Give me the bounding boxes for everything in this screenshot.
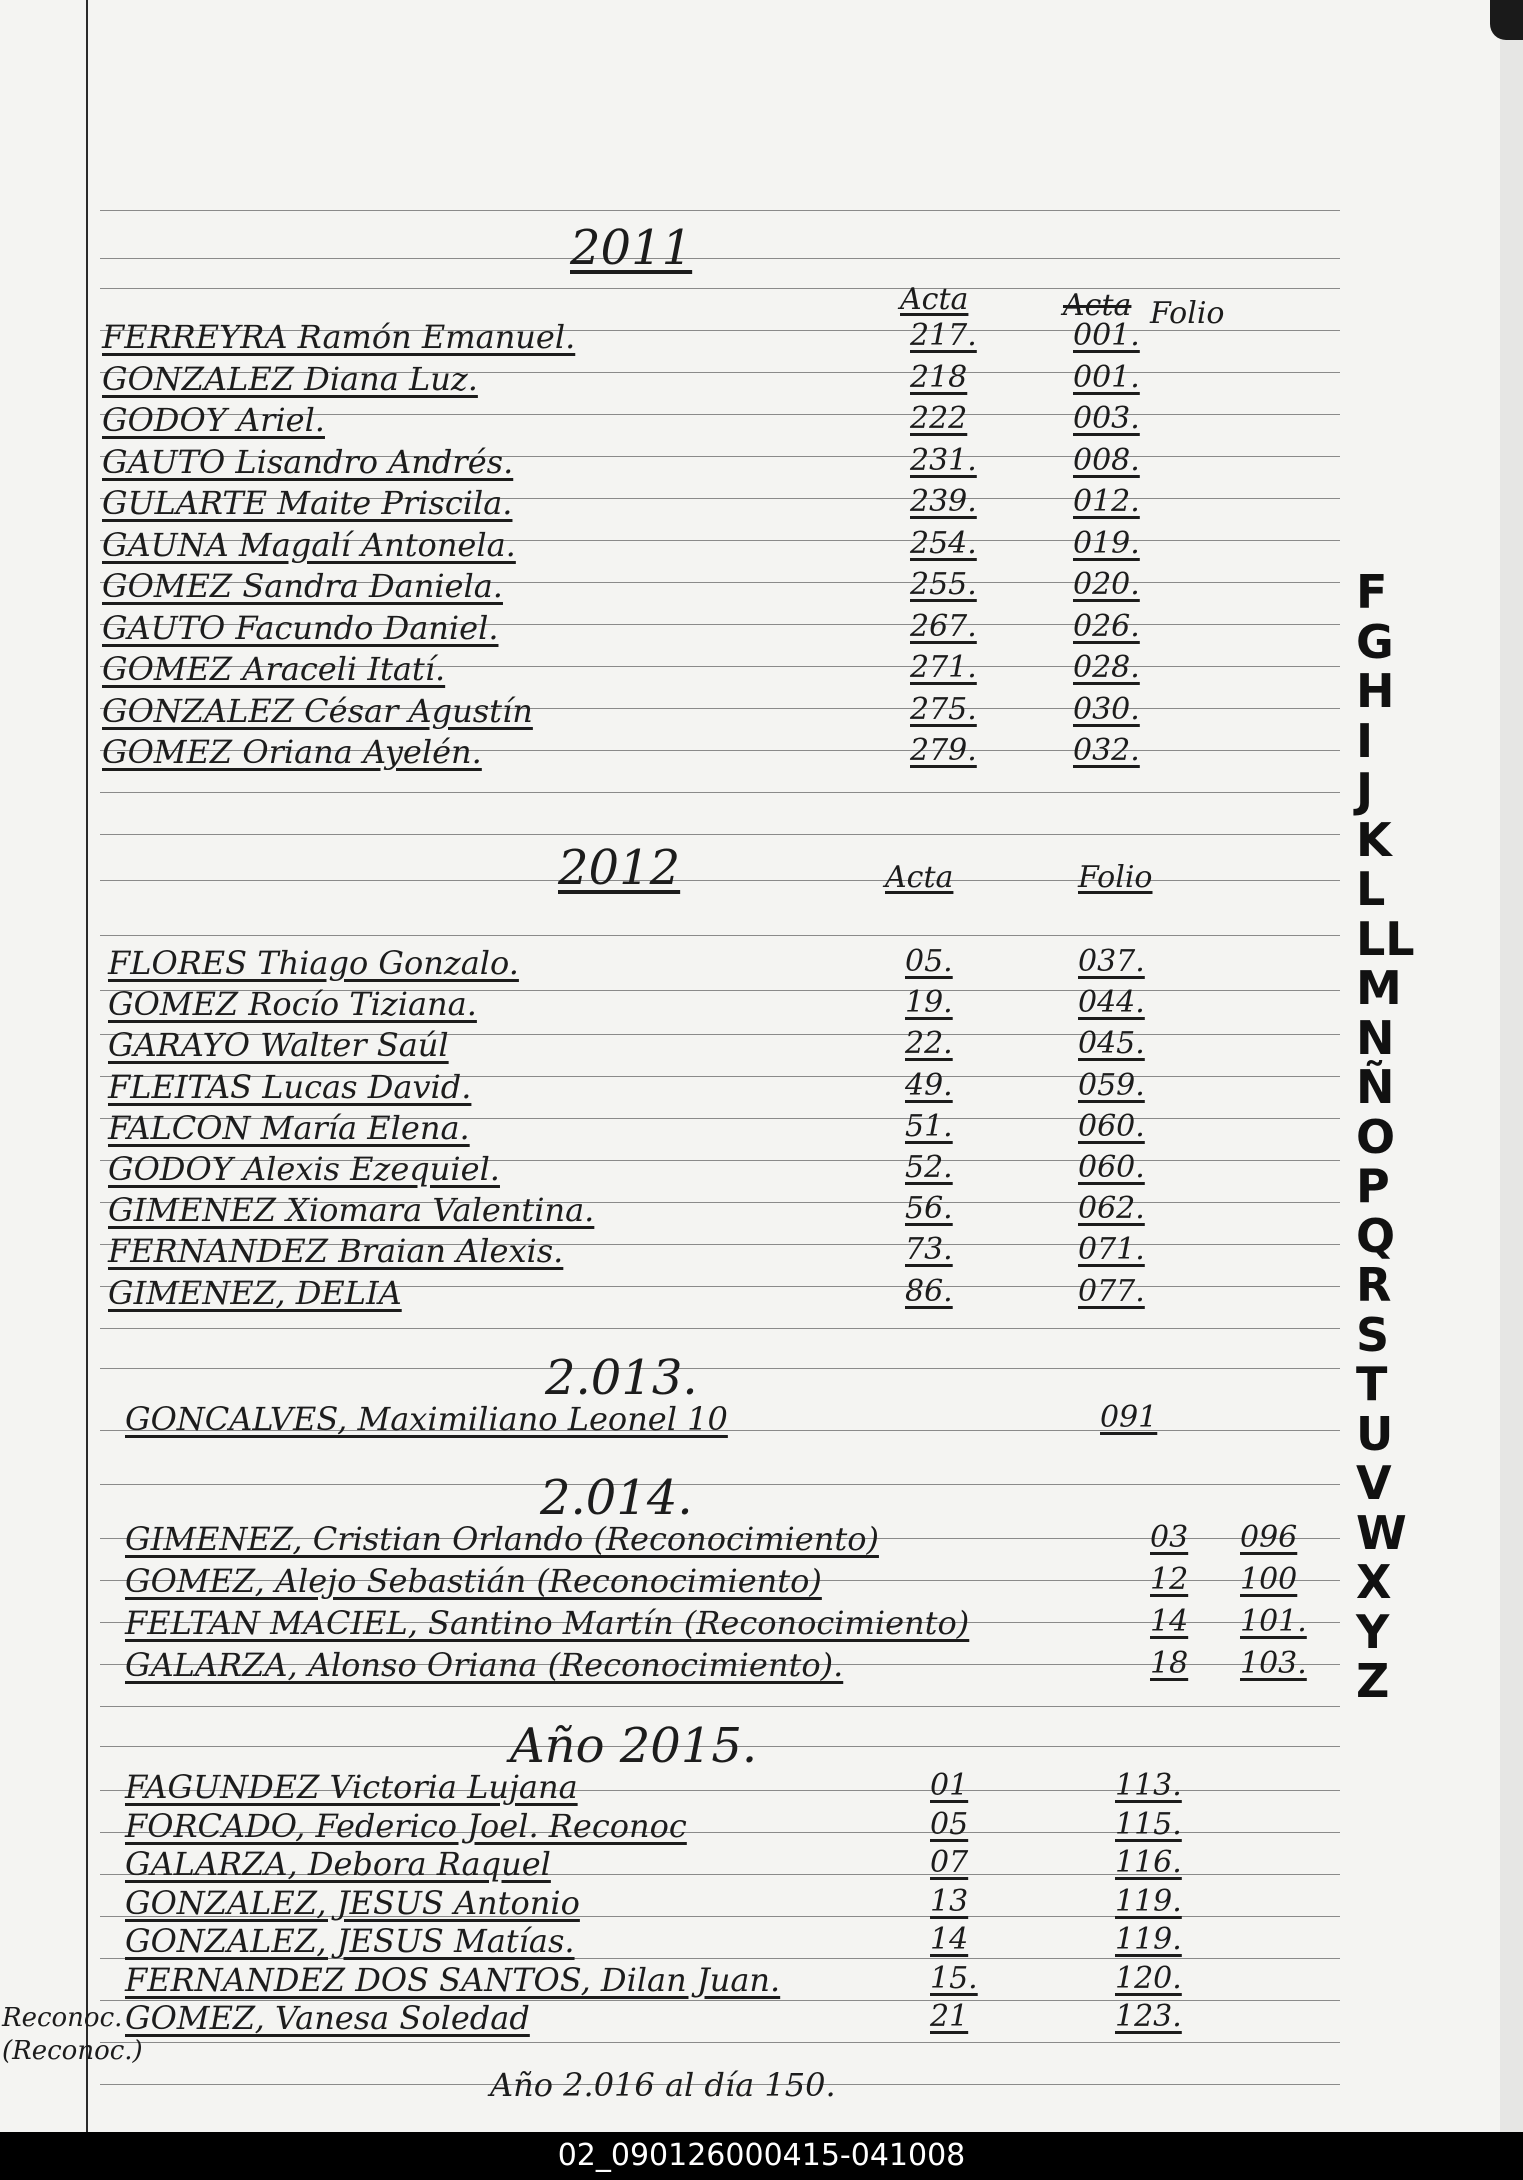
- entry-acta: 03: [1150, 1520, 1189, 1555]
- page-edge: [1500, 0, 1523, 2132]
- page-corner: [1490, 0, 1523, 40]
- entry-acta: 19.: [905, 985, 953, 1021]
- entry-folio: 123.: [1115, 1999, 1182, 2034]
- entry-acta: 15.: [930, 1960, 978, 1996]
- margin-note: Reconoc.: [2, 2003, 123, 2033]
- margin-note: (Reconoc.): [2, 2036, 143, 2066]
- column-header-acta: Acta: [885, 860, 954, 895]
- entry-acta: 56.: [905, 1191, 953, 1227]
- entry-folio: 096: [1240, 1520, 1298, 1555]
- entry-name: GOMEZ, Alejo Sebastián (Reconocimiento): [125, 1562, 822, 1600]
- ruled-line: [100, 834, 1340, 835]
- entry-folio: 037.: [1078, 944, 1145, 979]
- entry-name: FLORES Thiago Gonzalo.: [108, 944, 519, 982]
- entry-name: GIMENEZ, DELIA: [108, 1273, 402, 1312]
- entry-folio: 071.: [1078, 1232, 1145, 1268]
- entry-acta: 52.: [905, 1150, 953, 1185]
- index-letter: U: [1356, 1406, 1394, 1461]
- entry-acta: 22.: [905, 1026, 953, 1062]
- entry-name: GONCALVES, Maximiliano Leonel 10: [125, 1400, 728, 1438]
- year-heading: 2012: [558, 840, 681, 896]
- entry-acta: 231.: [910, 442, 977, 478]
- index-letter: LL: [1356, 911, 1415, 966]
- entry-folio: 026.: [1073, 608, 1140, 644]
- entry-name: FALCON María Elena.: [108, 1108, 470, 1147]
- entry-name: FERNANDEZ DOS SANTOS, Dilan Juan.: [125, 1960, 781, 1999]
- entry-folio: 044.: [1078, 985, 1145, 1021]
- entry-folio: 113.: [1115, 1768, 1182, 1803]
- ruled-line: [100, 258, 1340, 259]
- index-letter: V: [1356, 1456, 1392, 1510]
- index-letter: Ñ: [1356, 1060, 1395, 1114]
- entry-name: GAUTO Lisandro Andrés.: [102, 442, 514, 481]
- entry-acta: 254.: [910, 525, 977, 561]
- entry-name: GONZALEZ, JESUS Antonio: [125, 1883, 580, 1922]
- index-letter: N: [1356, 1010, 1395, 1065]
- entry-name: GALARZA, Alonso Oriana (Reconocimiento).: [125, 1646, 844, 1684]
- index-letter: M: [1356, 961, 1402, 1015]
- column-header-folio: Folio: [1078, 860, 1153, 895]
- entry-name: FELTAN MACIEL, Santino Martín (Reconocimiento): [125, 1604, 970, 1642]
- entry-name: GODOY Ariel.: [102, 401, 325, 439]
- index-letter: Q: [1356, 1208, 1396, 1263]
- index-letter: I: [1356, 713, 1374, 768]
- entry-name: GOMEZ Sandra Daniela.: [102, 567, 503, 605]
- index-letter: L: [1356, 862, 1386, 916]
- entry-acta: 279.: [910, 733, 977, 768]
- entry-folio: 060.: [1078, 1108, 1145, 1144]
- column-header-folio: Folio: [1150, 296, 1225, 331]
- entry-name: GONZALEZ César Agustín: [102, 691, 533, 730]
- entry-folio: 012.: [1073, 484, 1140, 519]
- entry-name: GONZALEZ, JESUS Matías.: [125, 1922, 575, 1960]
- entry-folio: 119.: [1115, 1883, 1182, 1919]
- ruled-line: [100, 2042, 1340, 2043]
- entry-name: GULARTE Maite Priscila.: [102, 484, 513, 522]
- entry-name: GAUNA Magalí Antonela.: [102, 525, 516, 564]
- scan-id-footer: 02_090126000415-041008: [0, 2132, 1523, 2180]
- index-letter: S: [1356, 1307, 1390, 1362]
- entry-folio: 003.: [1073, 401, 1140, 436]
- year-heading: 2.014.: [540, 1470, 693, 1526]
- entry-folio: 019.: [1073, 525, 1140, 561]
- entry-folio: 060.: [1078, 1150, 1145, 1185]
- entry-name: GOMEZ Araceli Itatí.: [102, 650, 446, 688]
- entry-folio: 030.: [1073, 691, 1140, 727]
- index-letter: X: [1356, 1555, 1392, 1609]
- entry-acta: 73.: [905, 1232, 953, 1268]
- column-header-acta: Acta: [900, 282, 969, 317]
- entry-name: FLEITAS Lucas David.: [108, 1067, 472, 1106]
- entry-acta: 86.: [905, 1273, 953, 1309]
- ruled-line: [100, 1706, 1340, 1707]
- ruled-line: [100, 1328, 1340, 1329]
- entry-acta: 222: [910, 401, 968, 436]
- entry-name: GARAYO Walter Saúl: [108, 1026, 449, 1065]
- entry-folio: 115.: [1115, 1806, 1182, 1842]
- ruled-line: [100, 1368, 1340, 1369]
- entry-name: GOMEZ Oriana Ayelén.: [102, 733, 482, 771]
- ruled-line: [100, 935, 1340, 936]
- entry-folio: 001.: [1073, 359, 1140, 395]
- year-heading: 2.013.: [545, 1350, 698, 1406]
- entry-name: GALARZA, Debora Raquel: [125, 1845, 551, 1883]
- entry-acta: 21: [930, 1999, 969, 2034]
- ruled-line: [100, 1484, 1340, 1485]
- entry-folio: 101.: [1240, 1604, 1307, 1639]
- margin-line: [86, 0, 88, 2132]
- entry-name: FERNANDEZ Braian Alexis.: [108, 1232, 564, 1271]
- entry-folio: 103.: [1240, 1646, 1307, 1681]
- entry-acta: 12: [1150, 1562, 1189, 1597]
- entry-folio: 091: [1100, 1400, 1158, 1435]
- entry-acta: 51.: [905, 1108, 953, 1144]
- index-letter: O: [1356, 1109, 1396, 1164]
- entry-acta: 271.: [910, 650, 977, 685]
- index-letter: R: [1356, 1258, 1392, 1312]
- entry-folio: 020.: [1073, 567, 1140, 602]
- ruled-line: [100, 880, 1340, 881]
- entry-acta: 255.: [910, 567, 977, 602]
- entry-name: GIMENEZ Xiomara Valentina.: [108, 1191, 595, 1230]
- index-letter: P: [1356, 1159, 1390, 1213]
- entry-name: FERREYRA Ramón Emanuel.: [102, 318, 576, 356]
- entry-acta: 14: [930, 1922, 969, 1957]
- index-letter: H: [1356, 664, 1395, 718]
- entry-name: FORCADO, Federico Joel. Reconoc: [125, 1806, 687, 1845]
- entry-acta: 275.: [910, 691, 977, 727]
- index-letter: J: [1356, 763, 1374, 817]
- column-header-struck: Acta: [1063, 288, 1132, 323]
- index-letter: G: [1356, 614, 1394, 669]
- entry-folio: 062.: [1078, 1191, 1145, 1227]
- entry-acta: 07: [930, 1845, 969, 1880]
- ruled-line: [100, 210, 1340, 211]
- entry-folio: 059.: [1078, 1067, 1145, 1103]
- entry-folio: 028.: [1073, 650, 1140, 685]
- entry-folio: 116.: [1115, 1845, 1182, 1880]
- entry-folio: 008.: [1073, 442, 1140, 478]
- ruled-line: [100, 792, 1340, 793]
- year-heading: Año 2015.: [510, 1718, 758, 1774]
- index-letter: K: [1356, 812, 1392, 867]
- entry-name: GONZALEZ Diana Luz.: [102, 359, 478, 398]
- entry-folio: 032.: [1073, 733, 1140, 768]
- entry-folio: 001.: [1073, 318, 1140, 353]
- entry-name: GODOY Alexis Ezequiel.: [108, 1150, 500, 1188]
- entry-acta: 49.: [905, 1067, 953, 1103]
- entry-acta: 05.: [905, 944, 953, 979]
- entry-folio: 100: [1240, 1562, 1298, 1597]
- entry-folio: 119.: [1115, 1922, 1182, 1957]
- entry-name: FAGUNDEZ Victoria Lujana: [125, 1768, 578, 1806]
- entry-acta: 217.: [910, 318, 977, 353]
- index-letter: W: [1356, 1505, 1407, 1560]
- entry-acta: 218: [910, 359, 968, 395]
- index-letter: T: [1356, 1357, 1388, 1411]
- entry-name: GAUTO Facundo Daniel.: [102, 608, 499, 647]
- year-heading: 2011: [570, 220, 693, 276]
- index-letter: F: [1356, 565, 1388, 619]
- entry-acta: 14: [1150, 1604, 1189, 1639]
- entry-acta: 01: [930, 1768, 969, 1803]
- entry-acta: 239.: [910, 484, 977, 519]
- index-letter: Z: [1356, 1654, 1390, 1708]
- closing-line: Año 2.016 al día 150.: [490, 2066, 836, 2104]
- entry-name: GOMEZ, Vanesa Soledad: [125, 1999, 530, 2037]
- entry-folio: 045.: [1078, 1026, 1145, 1062]
- entry-name: GOMEZ Rocío Tiziana.: [108, 985, 477, 1024]
- entry-acta: 267.: [910, 608, 977, 644]
- index-letter: Y: [1356, 1604, 1390, 1659]
- ruled-line: [100, 288, 1340, 289]
- entry-acta: 05: [930, 1806, 969, 1842]
- entry-name: GIMENEZ, Cristian Orlando (Reconocimiento): [125, 1520, 879, 1558]
- entry-acta: 13: [930, 1883, 969, 1919]
- entry-acta: 18: [1150, 1646, 1189, 1681]
- entry-folio: 120.: [1115, 1960, 1182, 1996]
- entry-folio: 077.: [1078, 1273, 1145, 1309]
